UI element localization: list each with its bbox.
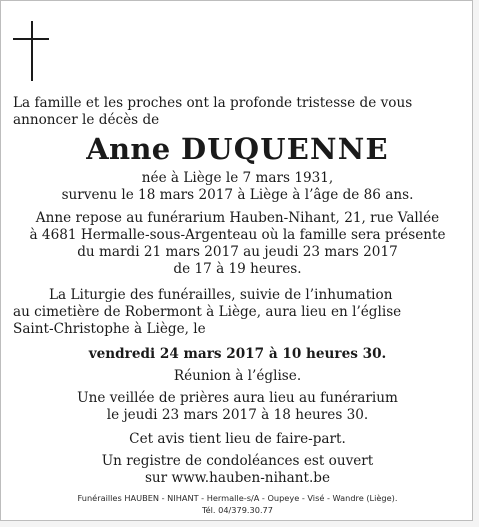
vigil-details: [1, 390, 474, 424]
birth-line: née à Liège le 7 mars 1931,: [141, 170, 334, 186]
birth-details: [1, 170, 474, 204]
page-edge: [473, 0, 479, 527]
faire-part-text: Cet avis tient lieu de faire-part.: [129, 431, 346, 447]
funerarium-details: [1, 210, 474, 278]
liturgy-date: vendredi 24 mars 2017 à 10 heures 30.: [88, 346, 387, 362]
first-name: Anne: [86, 132, 171, 166]
condolences-line: Un registre de condoléances est ouvert: [101, 453, 374, 469]
liturgy-line: Saint-Christophe à Liège, le: [13, 321, 206, 337]
intro-text: La famille et les proches ont la profonde tristesse de vous annoncer le décès de: [13, 95, 413, 128]
funerarium-line: Anne repose au funérarium Hauben-Nihant, 21, rue Vallée: [35, 210, 440, 226]
vigil-line: Une veillée de prières aura lieu au funérarium: [77, 390, 398, 406]
liturgy-line: au cimetière de Robermont à Liège, aura lieu en l’église: [13, 304, 402, 320]
condolences-details: [1, 453, 474, 487]
funerarium-line: du mardi 21 mars 2017 au jeudi 23 mars 2017: [77, 244, 398, 260]
footer-phone: Tél. 04/379.30.77: [202, 505, 273, 515]
liturgy-line: La Liturgie des funérailles, suivie de l’inhumation: [49, 287, 393, 303]
death-line: survenu le 18 mars 2017 à Liège à l’âge de 86 ans.: [61, 187, 414, 203]
last-name: DUQUENNE: [180, 132, 389, 166]
condolences-url[interactable]: sur www.hauben-nihant.be: [144, 470, 331, 486]
funerarium-line: de 17 à 19 heures.: [173, 261, 302, 277]
funerarium-line: à 4681 Hermalle-sous-Argenteau où la famille sera présente: [29, 227, 446, 243]
funeral-home-footer: [1, 492, 474, 516]
vigil-line: le jeudi 23 mars 2017 à 18 heures 30.: [106, 407, 369, 423]
liturgy-details: [13, 287, 463, 338]
cross-icon: [13, 21, 49, 81]
page-edge: [0, 521, 479, 527]
deceased-name: [1, 131, 474, 167]
footer-line: Funérailles HAUBEN - NIHANT - Hermalle-s/A - Oupeye - Visé - Wandre (Liège).: [77, 493, 398, 503]
reunion-text: Réunion à l’église.: [173, 368, 302, 384]
